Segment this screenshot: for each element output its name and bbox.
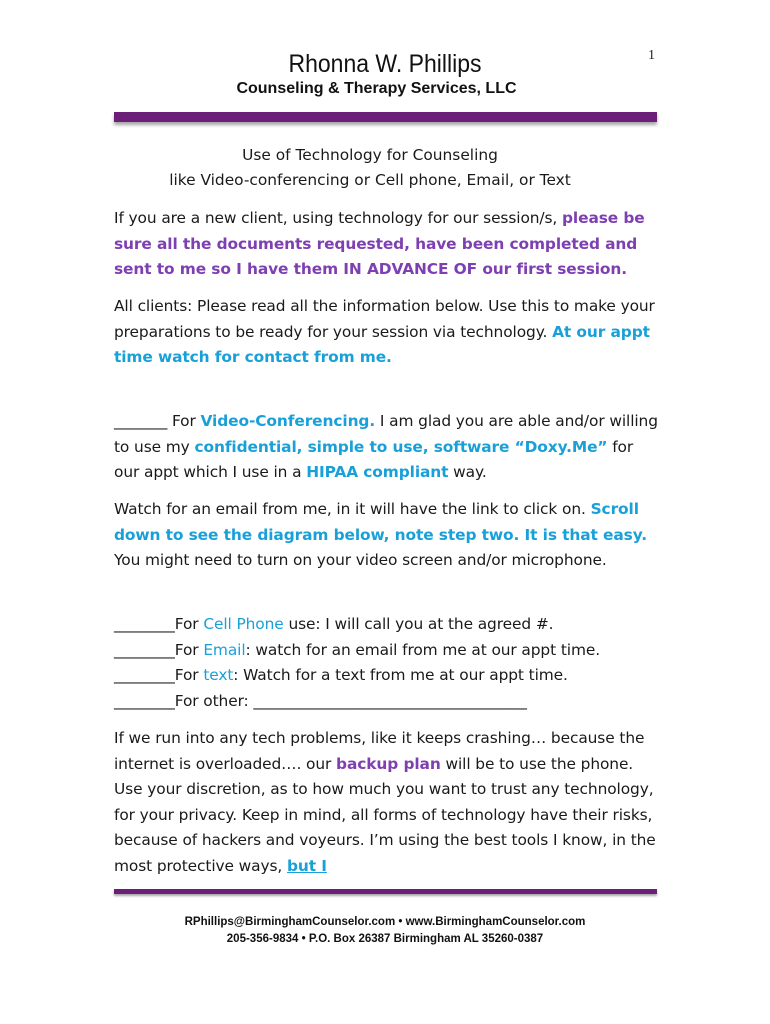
option-email [114, 638, 659, 664]
option-blank: ________For other: [114, 691, 254, 710]
option-text: : Watch for a text from me at our appt time. [233, 666, 568, 684]
letterhead-name: Rhonna W. Phillips [288, 50, 482, 78]
backup-plan-highlight: backup plan [336, 754, 441, 773]
option-label: Email [203, 640, 246, 659]
title-line-1: Use of Technology for Counseling [242, 146, 498, 164]
problems-highlight-2: but I [287, 856, 327, 875]
option-label: Cell Phone [203, 615, 284, 633]
option-label: text [203, 666, 234, 684]
footer-contact-line: RPhillips@BirminghamCounselor.com • www.BirminghamCounselor.com [184, 916, 586, 928]
new-client-text: If you are a new client, using technology for our session/s, [114, 209, 563, 227]
footer-divider [114, 889, 657, 894]
problems-text-2: will be to use the phone. Use your discretion, as to how much you want to trust any technology, for your privacy. Keep in mind, all forms of technology have their risks, because of hackers and voyeurs. I’m using the best tools I know, in the most protective ways, [114, 754, 656, 875]
option-text [114, 663, 659, 689]
problems-text-1: If we run into any tech problems, like it keeps crashing… because the internet is overloaded…. our [114, 729, 645, 773]
watch-text-1: Watch for an email from me, in it will have the link to click on. [114, 500, 591, 518]
option-blank: ________For [114, 640, 204, 659]
video-highlight-2: HIPAA compliant [306, 463, 449, 481]
all-clients-highlight: At our appt time watch for contact from me. [114, 322, 650, 366]
title-line-2: like Video-conferencing or Cell phone, Email, or Text [169, 171, 571, 189]
document-title [0, 143, 770, 193]
option-text: use: I will call you at the agreed #. [283, 615, 554, 633]
video-label: Video-Conferencing. [200, 412, 376, 430]
video-text-3: way. [448, 463, 487, 481]
header-divider [114, 112, 657, 122]
option-blank: ________For [114, 615, 204, 633]
option-text: : watch for an email from me at our appt time. [245, 640, 600, 659]
video-blank: _______ For [114, 412, 201, 430]
contact-options-list [114, 612, 659, 714]
page-number: 1 [648, 48, 655, 63]
video-text-1: I am glad you are able and/or willing to use my [114, 412, 658, 456]
option-blank: ________For [114, 666, 204, 684]
all-clients-text: All clients: Please read all the information below. Use this to make your preparations to be ready for your session via technology. [114, 297, 655, 341]
all-clients-paragraph [114, 294, 659, 371]
tech-problems-paragraph [114, 726, 659, 879]
video-conferencing-paragraph [114, 409, 659, 486]
watch-email-paragraph [114, 497, 659, 574]
option-cell-phone [114, 612, 659, 638]
footer-address-line: 205-356-9834 • P.O. Box 26387 Birmingham AL 35260-0387 [226, 933, 544, 945]
new-client-paragraph [114, 206, 659, 283]
option-other [114, 689, 659, 715]
video-highlight-1: confidential, simple to use, software “Doxy.Me” [194, 437, 608, 456]
option-text: ____________________________________ [253, 691, 527, 710]
video-text-2: for our appt which I use in a [114, 437, 634, 481]
new-client-highlight: please be sure all the documents requested, have been completed and sent to me so I have them IN ADVANCE OF our first session. [114, 209, 645, 278]
letterhead-subtitle: Counseling & Therapy Services, LLC [236, 80, 517, 97]
watch-text-2: You might need to turn on your video screen and/or microphone. [114, 551, 607, 569]
watch-highlight: Scroll down to see the diagram below, note step two. It is that easy. [114, 500, 647, 544]
